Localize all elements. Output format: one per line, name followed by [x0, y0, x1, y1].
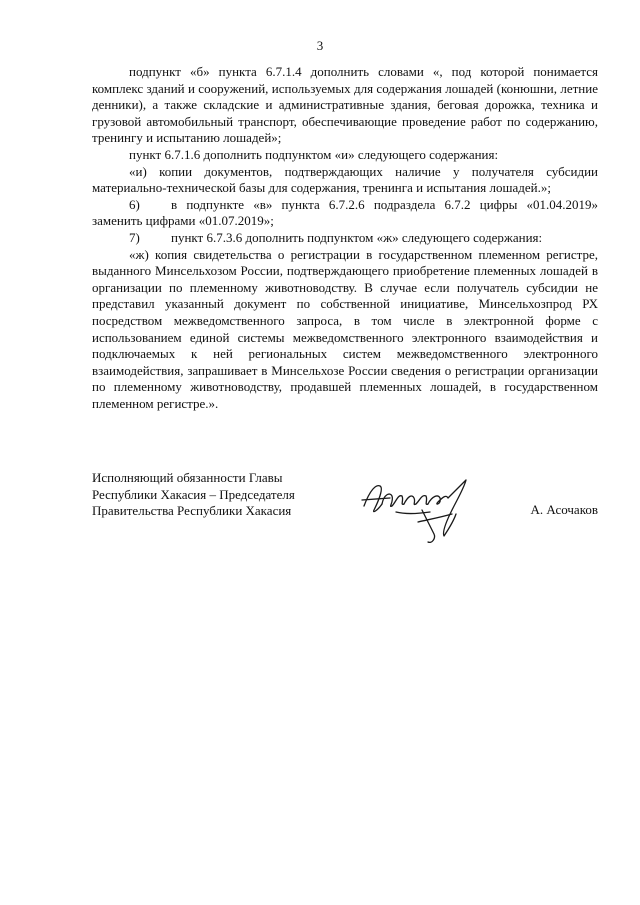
- numbered-paragraph: [92, 197, 598, 230]
- paragraph-text: в подпункте «в» пункта 6.7.2.6 подраздела 6.7.2 цифры «01.04.2019» заменить цифрами «01.07.2019»;: [92, 196, 598, 229]
- document-body: [92, 64, 598, 412]
- signer-title: [92, 470, 295, 520]
- paragraph: пункт 6.7.1.6 дополнить подпунктом «и» следующего содержания:: [129, 146, 499, 162]
- paragraph-text: пункт 6.7.3.6 дополнить подпунктом «ж» следующего содержания:: [171, 229, 543, 245]
- item-number: 6): [129, 196, 140, 212]
- paragraph: «и) копии документов, подтверждающих наличие у получателя субсидии материально-технической базы для содержания, тренинга и испытания лошадей.»;: [92, 163, 598, 196]
- numbered-paragraph: [92, 230, 598, 247]
- signer-name: А. Асочаков: [530, 502, 598, 517]
- signer-title-line: Республики Хакасия – Председателя: [92, 486, 295, 502]
- paragraph: «ж) копия свидетельства о регистрации в государственном племенном регистре, выданного Минсельхозом России, подтверждающего приобретение племенных лошадей в организации по племенному животноводству. В случае если получатель субсидии не представил указанный документ по собственной инициативе, Минсельхозпрод РХ посредством межведомственного запроса, в том числе в электронной форме с использованием единой системы межведомственного электронного взаимодействия и подключаемых к ней региональных систем межведомственного электронного взаимодействия, запрашивает в Минсельхозе России сведения о регистрации организации по племенному животноводству, продавшей племенных лошадей, в государственном племенном регистре.».: [92, 246, 598, 411]
- page-number: 3: [316, 38, 324, 53]
- signature-block: [92, 470, 598, 550]
- signer-title-line: Исполняющий обязанности Главы: [92, 470, 283, 485]
- item-number: 7): [129, 229, 140, 245]
- signer-title-line: Правительства Республики Хакасия: [92, 503, 292, 519]
- handwritten-signature: [360, 470, 472, 548]
- paragraph: подпункт «б» пункта 6.7.1.4 дополнить словами «, под которой понимается комплекс зданий и сооружений, используемых для содержания лошадей (конюшни, летние денники), а также складские и административные здания, беговая дорожка, техника и грузовой автомобильный транспорт, обеспечивающие проведение работ по содержанию, тренингу и испытанию лошадей»;: [92, 64, 598, 146]
